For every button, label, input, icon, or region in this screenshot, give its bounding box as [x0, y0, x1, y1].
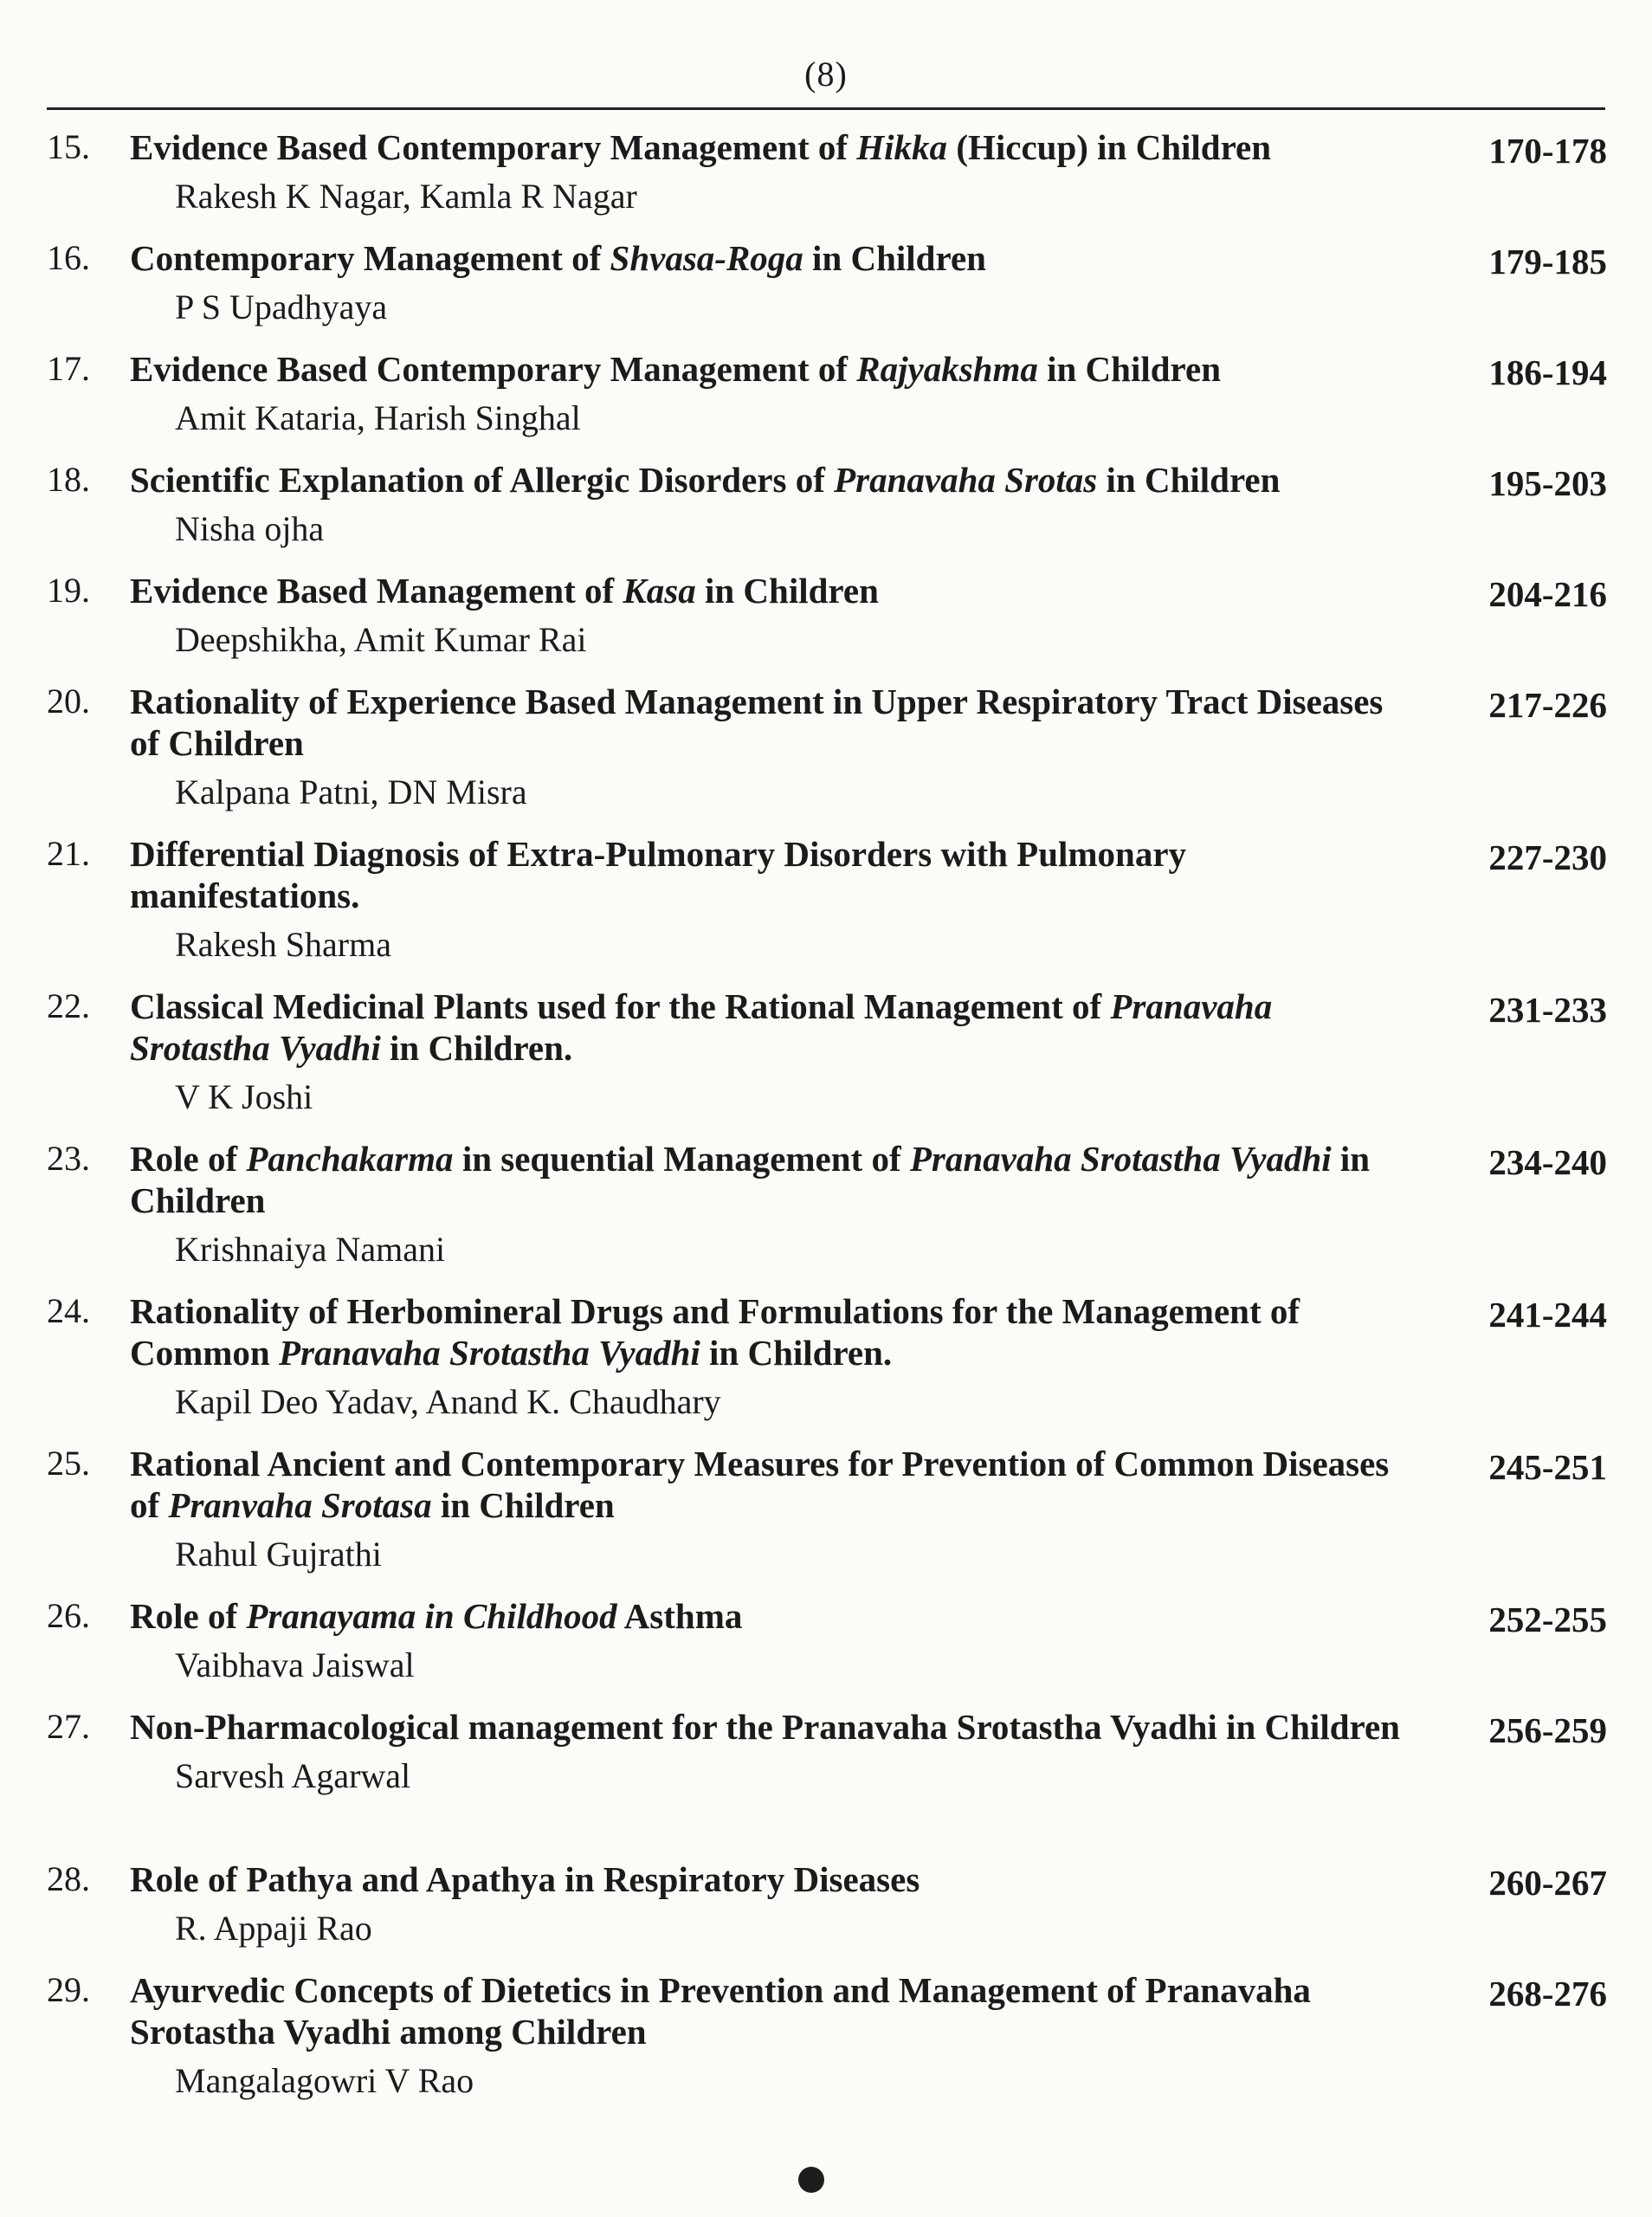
entry-number: 17.: [47, 349, 90, 388]
entry-number: 25.: [47, 1444, 90, 1483]
entry-authors: R. Appaji Rao: [175, 1909, 372, 1948]
entry-number: 29.: [47, 1970, 90, 2009]
entry-number: 22.: [47, 986, 90, 1025]
entry-authors: Mangalagowri V Rao: [175, 2061, 474, 2100]
entry-title: Rationality of Experience Based Management in Upper Respiratory Tract Diseases of Children: [130, 682, 1384, 763]
entry-title: Contemporary Management of Shvasa-Roga in Children: [130, 238, 986, 278]
entry-title: Role of Pranayama in Childhood Asthma: [130, 1596, 743, 1636]
toc-entry: [31, 348, 1616, 459]
entry-title: Rational Ancient and Contemporary Measures for Prevention of Common Diseases of Pranvaha Srotasa in Children: [130, 1444, 1390, 1525]
entry-authors: V K Joshi: [175, 1077, 313, 1116]
entry-authors: Kalpana Patni, DN Misra: [175, 772, 527, 811]
toc-entry: [31, 570, 1616, 681]
entry-title: Differential Diagnosis of Extra-Pulmonary Disorders with Pulmonary manifestations.: [130, 834, 1187, 915]
toc-entry: [31, 237, 1616, 348]
entry-authors: Kapil Deo Yadav, Anand K. Chaudhary: [175, 1382, 721, 1421]
entry-number: 16.: [47, 238, 90, 277]
entry-pages: 234-240: [1488, 1142, 1607, 1182]
entry-authors: Rakesh K Nagar, Kamla R Nagar: [175, 177, 637, 216]
toc-entry: [31, 1290, 1616, 1443]
entry-title: Evidence Based Management of Kasa in Children: [130, 571, 879, 611]
toc-entry: [31, 681, 1616, 833]
entry-title: Rationality of Herbomineral Drugs and Formulations for the Management of Common Pranavaha Srotastha Vyadhi in Children.: [130, 1291, 1300, 1373]
entry-number: 26.: [47, 1596, 90, 1635]
entry-title: Ayurvedic Concepts of Dietetics in Prevention and Management of Pranavaha Srotastha Vyadhi among Children: [130, 1970, 1311, 2052]
entry-pages: 204-216: [1488, 574, 1607, 614]
entry-pages: 260-267: [1488, 1863, 1607, 1903]
entry-authors: Sarvesh Agarwal: [175, 1756, 411, 1795]
entry-number: 20.: [47, 682, 90, 721]
table-of-contents: [31, 126, 1616, 2122]
toc-entry: [31, 1138, 1616, 1290]
entry-number: 15.: [47, 127, 90, 166]
toc-entry: [31, 986, 1616, 1138]
entry-number: 21.: [47, 834, 90, 873]
entry-pages: 195-203: [1488, 463, 1607, 503]
entry-number: 28.: [47, 1859, 90, 1898]
entry-title: Role of Panchakarma in sequential Management of Pranavaha Srotastha Vyadhi in Children: [130, 1139, 1371, 1220]
entry-number: 27.: [47, 1707, 90, 1746]
entry-title: Role of Pathya and Apathya in Respiratory Diseases: [130, 1859, 920, 1899]
entry-pages: 217-226: [1488, 685, 1607, 725]
entry-title: Evidence Based Contemporary Management of Hikka (Hiccup) in Children: [130, 127, 1272, 167]
toc-entry: [31, 1858, 1616, 1969]
entry-authors: Deepshikha, Amit Kumar Rai: [175, 620, 587, 659]
entry-pages: 170-178: [1488, 131, 1607, 171]
entry-title: Evidence Based Contemporary Management of Rajyakshma in Children: [130, 349, 1222, 389]
toc-entry: [31, 1969, 1616, 2122]
page-dot: [798, 2167, 824, 2193]
entry-pages: 256-259: [1488, 1710, 1607, 1750]
toc-entry: [31, 1443, 1616, 1595]
entry-pages: 227-230: [1488, 837, 1607, 877]
header-rule: [47, 107, 1605, 110]
entry-number: 19.: [47, 571, 90, 610]
entry-number: 23.: [47, 1139, 90, 1178]
entry-number: 18.: [47, 460, 90, 499]
toc-entry: [31, 833, 1616, 986]
entry-pages: 252-255: [1488, 1600, 1607, 1639]
entry-pages: 245-251: [1488, 1447, 1607, 1487]
entry-pages: 268-276: [1488, 1974, 1607, 2013]
entry-pages: 231-233: [1488, 990, 1607, 1030]
entry-authors: Nisha ojha: [175, 509, 325, 548]
entry-pages: 241-244: [1488, 1295, 1607, 1335]
toc-entry: [31, 1595, 1616, 1706]
entry-authors: Rahul Gujrathi: [175, 1535, 382, 1574]
page-number: (8): [804, 55, 848, 94]
toc-entry: [31, 126, 1616, 237]
entry-number: 24.: [47, 1291, 90, 1330]
entry-title: Classical Medicinal Plants used for the Rational Management of Pranavaha Srotastha Vyadhi in Children.: [130, 986, 1273, 1068]
toc-entry: [31, 1706, 1616, 1858]
entry-authors: Amit Kataria, Harish Singhal: [175, 398, 581, 437]
toc-entry: [31, 459, 1616, 570]
entry-authors: Krishnaiya Namani: [175, 1230, 446, 1269]
entry-title: Scientific Explanation of Allergic Disorders of Pranavaha Srotas in Children: [130, 460, 1281, 500]
entry-authors: P S Upadhyaya: [175, 288, 388, 326]
entry-authors: Rakesh Sharma: [175, 925, 391, 964]
entry-pages: 179-185: [1488, 242, 1607, 281]
entry-authors: Vaibhava Jaiswal: [175, 1645, 415, 1684]
entry-pages: 186-194: [1488, 352, 1607, 392]
entry-title: Non-Pharmacological management for the Pranavaha Srotastha Vyadhi in Children: [130, 1707, 1400, 1747]
